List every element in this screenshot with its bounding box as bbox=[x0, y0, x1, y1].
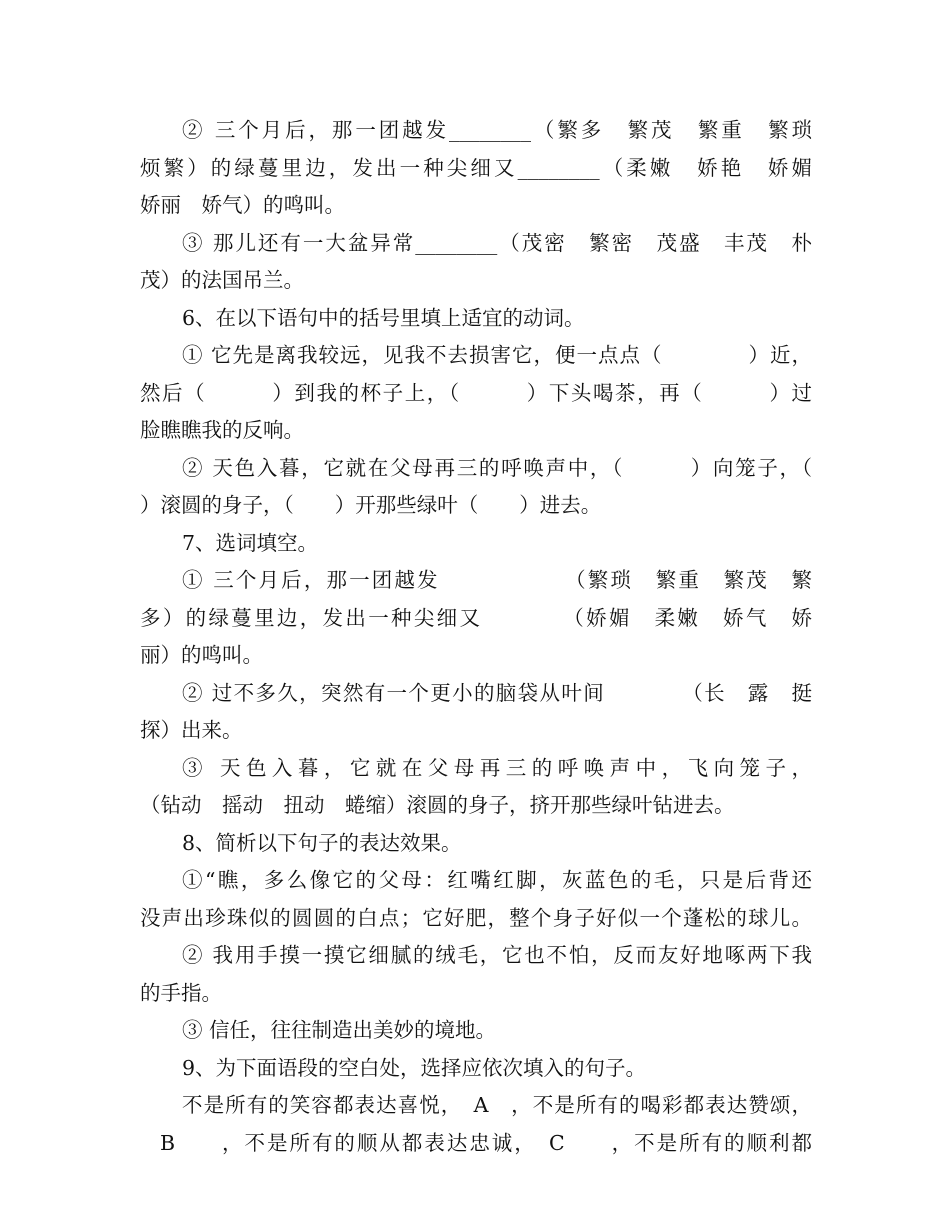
text-line: 6、在以下语句中的括号里填上适宜的动词。 bbox=[182, 305, 585, 330]
text-line: ① 它先是离我较远，见我不去损害它，便一点点（ ）近， bbox=[182, 343, 812, 367]
text-line: 烦繁）的绿蔓里边，发出一种尖细又________（柔嫩 娇艳 娇媚 bbox=[140, 155, 812, 180]
text-line: 没声出珍珠似的圆圆的白点；它好肥，整个身子好似一个蓬松的球儿。 bbox=[140, 905, 812, 930]
text-line: 娇丽 娇气）的鸣叫。 bbox=[140, 193, 345, 217]
text-line: 茂）的法国吊兰。 bbox=[140, 268, 304, 292]
text-line: ③ 信任，往往制造出美妙的境地。 bbox=[182, 1018, 497, 1042]
document-page bbox=[140, 112, 812, 1162]
text-line: 7、选词填空。 bbox=[182, 530, 319, 555]
text-line: ② 天色入暮，它就在父母再三的呼唤声中，（ ）向笼子，（ bbox=[182, 455, 812, 480]
text-line: 8、简析以下句子的表达效果。 bbox=[182, 830, 462, 855]
text-line: ③ 天色入暮，它就在父母再三的呼唤声中，飞向笼子， bbox=[182, 755, 812, 780]
text-line: B ，不是所有的顺从都表达忠诚， C ，不是所有的顺利都 bbox=[160, 1130, 812, 1155]
text-line: 多）的绿蔓里边，发出一种尖细又 （娇媚 柔嫩 娇气 娇 bbox=[140, 605, 812, 630]
text-line: ② 三个月后，那一团越发________（繁多 繁茂 繁重 繁琐 bbox=[182, 118, 812, 142]
text-line: ①“瞧，多么像它的父母：红嘴红脚，灰蓝色的毛，只是后背还 bbox=[182, 868, 812, 892]
text-line: 然后（ ）到我的杯子上，（ ）下头喝茶，再（ ）过 bbox=[140, 380, 812, 405]
text-line: （钻动 摇动 扭动 蜷缩）滚圆的身子，挤开那些绿叶钻进去。 bbox=[140, 793, 735, 817]
text-line: ② 过不多久，突然有一个更小的脑袋从叶间 （长 露 挺 bbox=[182, 680, 812, 705]
text-line: 不是所有的笑容都表达喜悦， A ，不是所有的喝彩都表达赞颂， bbox=[182, 1093, 812, 1117]
text-line: ③ 那儿还有一大盆异常________（茂密 繁密 茂盛 丰茂 朴 bbox=[182, 230, 812, 255]
text-line: ① 三个月后，那一团越发 （繁琐 繁重 繁茂 繁 bbox=[182, 568, 812, 592]
text-line: 探）出来。 bbox=[140, 718, 243, 742]
text-line: 9、为下面语段的空白处，选择应依次填入的句子。 bbox=[182, 1055, 647, 1080]
text-line: 的手指。 bbox=[140, 980, 222, 1005]
text-line: ）滚圆的身子，（ ）开那些绿叶（ ）进去。 bbox=[140, 493, 602, 517]
text-line: 丽）的鸣叫。 bbox=[140, 643, 263, 667]
text-line: 脸瞧瞧我的反响。 bbox=[140, 418, 304, 442]
text-line: ② 我用手摸一摸它细腻的绒毛，它也不怕，反而友好地啄两下我 bbox=[182, 943, 812, 967]
